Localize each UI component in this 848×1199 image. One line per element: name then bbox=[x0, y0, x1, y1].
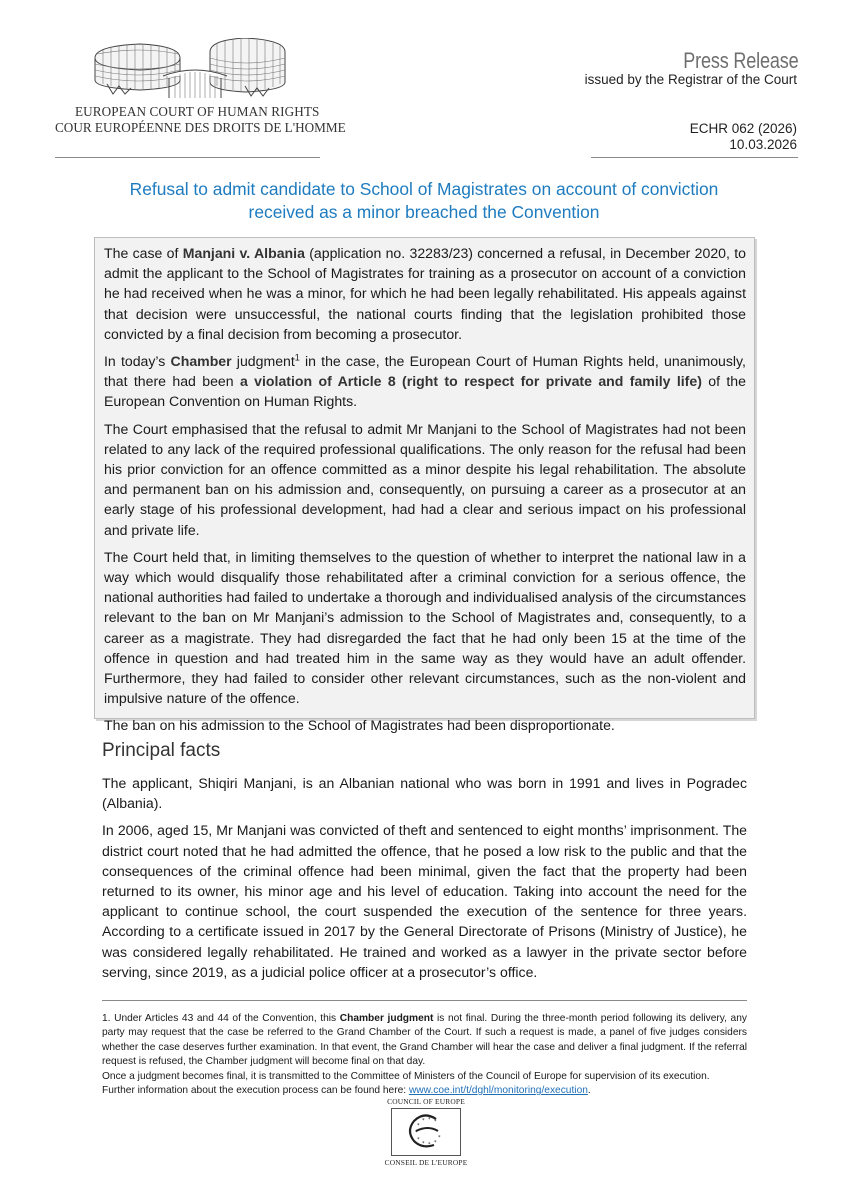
footnote bbox=[102, 1012, 747, 1098]
svg-text:*: * bbox=[428, 1142, 431, 1148]
svg-text:*: * bbox=[434, 1140, 437, 1146]
court-building-icon bbox=[85, 38, 290, 100]
footnote-paragraph-3: Further information about the execution process can be found here: www.coe.int/t/dghl/monitoring/execution. bbox=[102, 1085, 591, 1097]
header-divider-left bbox=[55, 157, 320, 158]
svg-text:*: * bbox=[415, 1130, 418, 1136]
svg-text:*: * bbox=[434, 1119, 437, 1125]
council-of-europe-logo bbox=[380, 1097, 472, 1167]
case-name: Manjani v. Albania bbox=[182, 245, 305, 261]
title-line-2: received as a minor breached the Convention bbox=[248, 202, 600, 222]
reference-number: ECHR 062 (2026) bbox=[689, 121, 797, 136]
svg-text:*: * bbox=[417, 1123, 420, 1129]
principal-facts-body bbox=[102, 773, 747, 989]
press-release-subtitle: issued by the Registrar of the Court bbox=[584, 72, 797, 87]
summary-paragraph-4: The Court held that, in limiting themselves to the question of whether to interpret the national law in a way which would disqualify those rehabilitated after a criminal conviction for a serious offence, the national authorities had failed to undertake a thorough and individualised analysis of the circumstances relevant to the ban on Mr Manjani’s admission to the School of Magistrates and, consequently, to a career as a magistrate. They had disregarded the fact that he had only been 15 at the time of the offence in question and had treated him in the same way as they would have an adult offender. Furthermore, they had failed to consider other relevant circumstances, such as the non-violent and impulsive nature of the offence. bbox=[104, 548, 746, 707]
footnote-ref[interactable]: 1 bbox=[294, 352, 300, 363]
execution-info-link[interactable]: www.coe.int/t/dghl/monitoring/execution bbox=[408, 1085, 588, 1097]
svg-text:*: * bbox=[417, 1137, 420, 1143]
council-name-english: COUNCIL OF EUROPE bbox=[387, 1097, 465, 1106]
court-logo bbox=[55, 38, 346, 135]
summary-box bbox=[94, 237, 755, 734]
principal-facts-heading: Principal facts bbox=[102, 740, 221, 761]
svg-text:*: * bbox=[422, 1141, 425, 1147]
summary-paragraph-3: The Court emphasised that the refusal to admit Mr Manjani to the School of Magistrates had not been related to any lack of the required professional qualifications. The only reason for the refusal had been his prior conviction for an offence committed as a minor despite his legal rehabilitation. The absolute and permanent ban on his admission and, consequently, on pursuing a career as a prosecutor at an early stage of his professional development, had had a clear and serious impact on his professional and private life. bbox=[104, 420, 746, 538]
footnote-paragraph-1: 1. Under Articles 43 and 44 of the Convention, this Chamber judgment is not final. During the three-month period following its delivery, any party may request that the case be referred to the Grand Chamber of the Court. If such a request is made, a panel of five judges considers whether the case deserves further examination. In that event, the Grand Chamber will hear the case and deliver a final judgment. If the referral request is refused, the Chamber judgment will become final on that day. bbox=[102, 1013, 747, 1068]
svg-text:*: * bbox=[428, 1117, 431, 1123]
footnote-divider bbox=[102, 1000, 747, 1001]
court-name-english: EUROPEAN COURT OF HUMAN RIGHTS bbox=[75, 104, 320, 119]
header-divider-right bbox=[591, 157, 798, 158]
svg-text:*: * bbox=[422, 1118, 425, 1124]
facts-paragraph-2: In 2006, aged 15, Mr Manjani was convicted of theft and sentenced to eight months’ imprisonment. The district court noted that he had admitted the offence, that he posed a low risk to the public and that the consequences of the criminal offence had been minimal, given the fact that the property had been returned to its owner, his minor age and his level of education. Taking into account the need for the applicant to continue school, the court suspended the execution of the sentence for three years. According to a certificate issued in 2017 by the General Directorate of Prisons (Ministry of Justice), he was considered legally rehabilitated. He trained and worked as a lawyer in the private sector before serving, since 2019, as a judicial police officer at a prosecutor’s office. bbox=[102, 822, 747, 980]
release-date: 10.03.2026 bbox=[729, 137, 797, 152]
footnote-paragraph-2: Once a judgment becomes final, it is transmitted to the Committee of Ministers of the Council of Europe for supervision of its execution. bbox=[102, 1070, 710, 1082]
council-emblem-frame bbox=[391, 1108, 461, 1156]
council-name-french: CONSEIL DE L'EUROPE bbox=[384, 1158, 468, 1167]
chamber-label: Chamber bbox=[170, 353, 232, 370]
title-line-1: Refusal to admit candidate to School of Magistrates on account of conviction bbox=[129, 179, 719, 199]
council-stars-emblem-icon bbox=[392, 1109, 460, 1155]
facts-paragraph-1: The applicant, Shiqiri Manjani, is an Albanian national who was born in 1991 and lives in Pogradec (Albania). bbox=[102, 775, 747, 812]
violation-finding: a violation of Article 8 (right to respect for private and family life) bbox=[239, 373, 702, 390]
summary-paragraph-5: The ban on his admission to the School of Magistrates had been disproportionate. bbox=[104, 717, 615, 734]
page-title bbox=[95, 178, 753, 224]
press-release-title: Press Release bbox=[682, 48, 798, 73]
summary-paragraph-2: In today’s Chamber judgment$^1$ in the case, the European Court of Human Rights held, unanimously, that there had been a violation of Article 8 (right to respect for private and family life) of the European Convention on Human Rights. bbox=[104, 352, 746, 410]
court-name-french: COUR EUROPÉENNE DES DROITS DE L'HOMME bbox=[55, 120, 346, 135]
svg-text:*: * bbox=[438, 1135, 441, 1141]
summary-paragraph-1: The case of Manjani v. Albania (application no. 32283/23) concerned a refusal, in December 2020, to admit the applicant to the School of Magistrates for training as a prosecutor on account of a conviction he had received when he was a minor, for which he had been legally rehabilitated. His appeals against that decision were unsuccessful, the national courts finding that the legislation prohibited those convicted by a final decision from becoming a prosecutor. bbox=[104, 245, 746, 342]
